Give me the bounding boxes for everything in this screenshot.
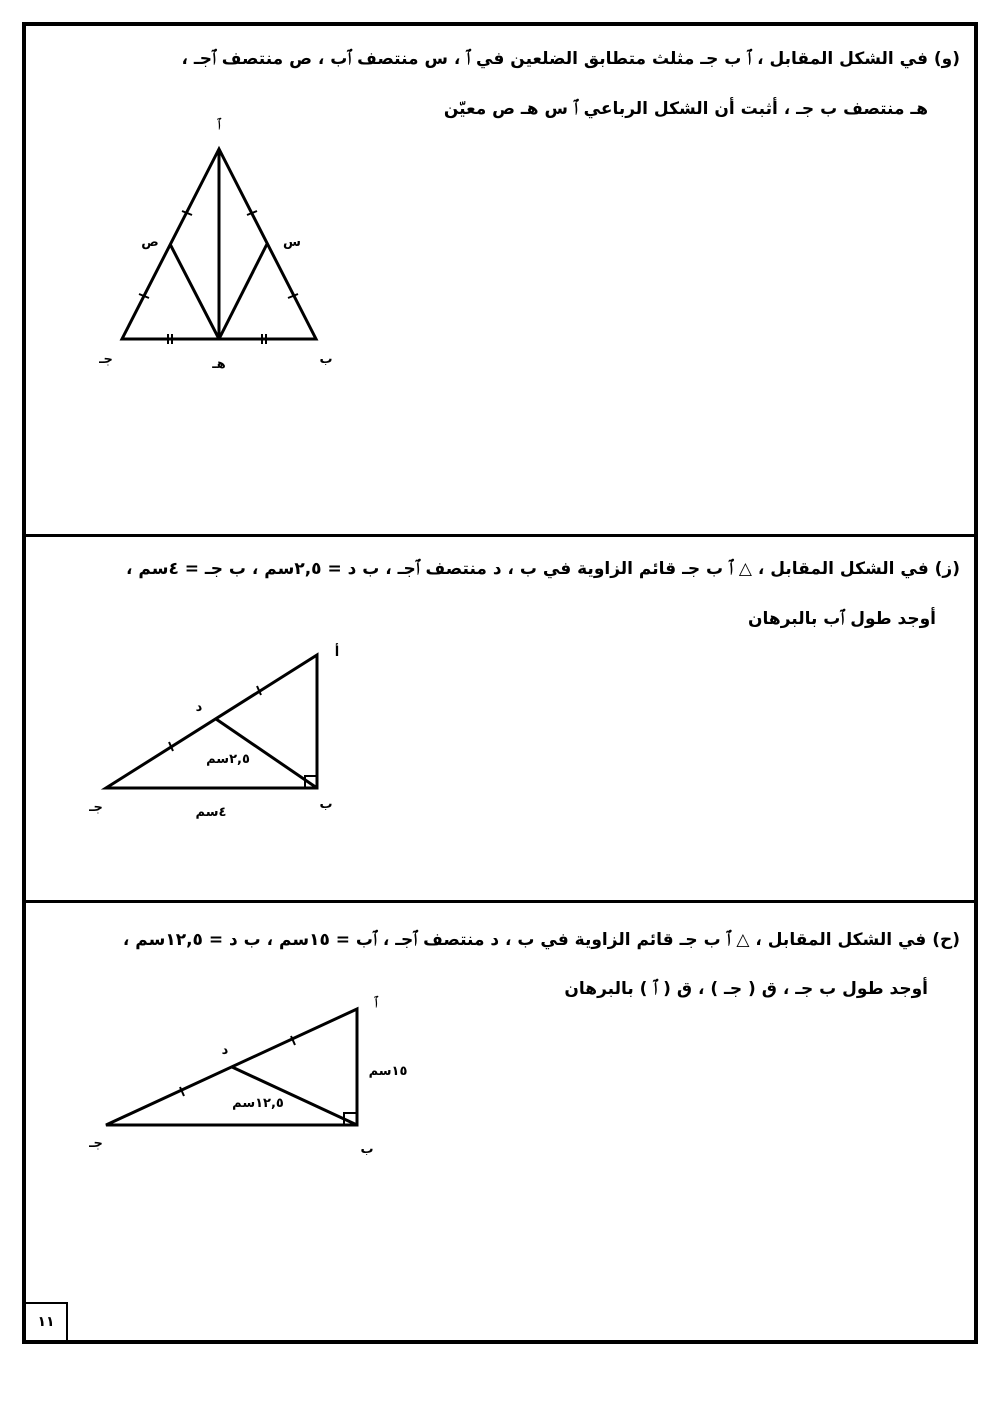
- label-f-h: هـ: [212, 357, 226, 372]
- label-z-c: جـ: [89, 800, 103, 815]
- question-f-line2: هـ منتصف ب جـ ، أثبت أن الشكل الرباعي ﭐ س هـ ص معيّن: [443, 99, 928, 119]
- label-f-b: ب: [319, 352, 333, 367]
- question-z-line1: (ز) في الشكل المقابل ، △ ﭐ ب جـ قائم الزاوية في ب ، د منتصف ﭐجـ ، ب د = ٢,٥سم ، ب جـ = ٤سم ،: [126, 559, 960, 579]
- label-f-sad: ص: [141, 235, 159, 250]
- label-z-bd: ٢,٥سم: [206, 752, 250, 767]
- segment-sad-h: [170, 244, 219, 339]
- label-h-b: ب: [360, 1142, 374, 1157]
- label-z-d: د: [195, 700, 203, 715]
- label-h-a: ﭐ: [374, 996, 378, 1011]
- label-h-c: جـ: [89, 1136, 103, 1151]
- label-f-a: ﭐ: [217, 118, 221, 133]
- question-f-line1: (و) في الشكل المقابل ، ﭐ ب جـ مثلث متطابق الضلعين في ﭐ ، س منتصف ﭐب ، ص منتصف ﭐجـ ،: [181, 49, 960, 69]
- label-f-c: جـ: [99, 352, 113, 367]
- label-h-bd: ١٢,٥سم: [232, 1096, 284, 1111]
- figures-canvas: [26, 26, 974, 1340]
- question-h-line1: (ح) في الشكل المقابل ، △ ﭐ ب جـ قائم الزاوية في ب ، د منتصف ﭐجـ ، ﭐب = ١٥سم ، ب د = ١٢,٥سم ،: [122, 930, 960, 950]
- label-f-s: س: [283, 235, 301, 250]
- label-h-d: د: [221, 1043, 229, 1058]
- page-frame: [22, 22, 978, 1344]
- label-h-ab: ١٥سم: [368, 1064, 408, 1079]
- label-z-a: أ: [334, 645, 340, 660]
- question-z-line2: أوجد طول ﭐب بالبرهان: [748, 609, 936, 629]
- label-z-b: ب: [319, 797, 333, 812]
- segment-s-h: [219, 244, 267, 339]
- label-z-bc: ٤سم: [195, 805, 227, 820]
- page-number: ١١: [26, 1302, 68, 1340]
- figure-right-triangle-z: [106, 655, 317, 788]
- question-h-line2: أوجد طول ب جـ ، ق ( جـ ) ، ق ( ﭐ ) بالبرهان: [564, 979, 928, 999]
